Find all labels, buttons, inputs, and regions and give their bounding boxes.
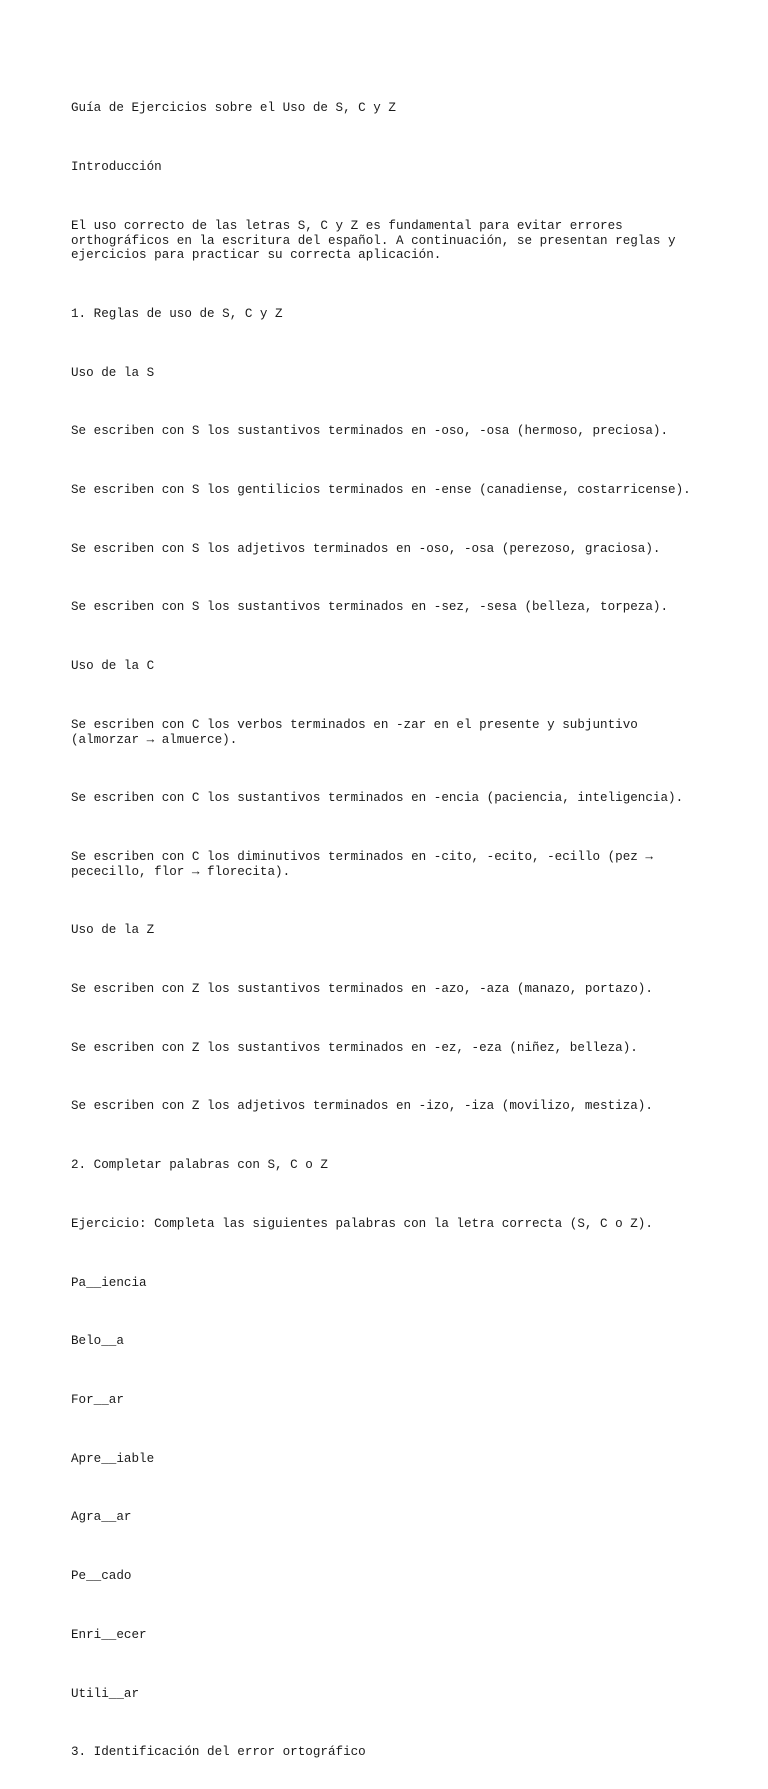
rule-c-2: Se escriben con C los sustantivos terminados en -encia (paciencia, inteligencia).	[71, 791, 684, 806]
subheading-uso-z: Uso de la Z	[71, 923, 155, 938]
document-title: Guía de Ejercicios sobre el Uso de S, C y Z	[71, 101, 396, 116]
exercise-instruction: Ejercicio: Completa las siguientes palabras con la letra correcta (S, C o Z).	[71, 1216, 653, 1231]
intro-paragraph: El uso correcto de las letras S, C y Z es fundamental para evitar errores orthográficos en la escritura del español. A continuación, se presentan reglas y ejercicios para practicar su correcta aplicación.	[71, 218, 676, 263]
rule-c-1: Se escriben con C los verbos terminados en -zar en el presente y subjuntivo (almorzar → almuerce).	[71, 717, 638, 747]
rule-s-1: Se escriben con S los sustantivos terminados en -oso, -osa (hermoso, preciosa).	[71, 424, 669, 439]
exercise-word: Pe__cado	[71, 1569, 132, 1584]
section-heading-introduccion: Introducción	[71, 160, 162, 175]
exercise-word: Utili__ar	[71, 1686, 140, 1701]
rule-s-4: Se escriben con S los sustantivos terminados en -sez, -sesa (belleza, torpeza).	[71, 600, 669, 615]
subheading-uso-c: Uso de la C	[71, 659, 155, 674]
rule-s-3: Se escriben con S los adjetivos terminados en -oso, -osa (perezoso, graciosa).	[71, 541, 661, 556]
rule-z-2: Se escriben con Z los sustantivos terminados en -ez, -eza (niñez, belleza).	[71, 1040, 638, 1055]
exercise-word: For__ar	[71, 1392, 124, 1407]
section-heading-reglas: 1. Reglas de uso de S, C y Z	[71, 306, 283, 321]
rule-s-2: Se escriben con S los gentilicios terminados en -ense (canadiense, costarricense).	[71, 483, 691, 498]
exercise-word: Apre__iable	[71, 1451, 155, 1466]
section-heading-completar: 2. Completar palabras con S, C o Z	[71, 1158, 328, 1173]
exercise-word: Belo__a	[71, 1334, 124, 1349]
subheading-uso-s: Uso de la S	[71, 365, 155, 380]
section-heading-identificacion: 3. Identificación del error ortográfico	[71, 1745, 366, 1760]
document-page	[71, 72, 711, 1789]
exercise-word: Pa__iencia	[71, 1275, 147, 1290]
exercise-word: Enri__ecer	[71, 1627, 147, 1642]
rule-z-3: Se escriben con Z los adjetivos terminados en -izo, -iza (movilizo, mestiza).	[71, 1099, 653, 1114]
rule-z-1: Se escriben con Z los sustantivos terminados en -azo, -aza (manazo, portazo).	[71, 982, 653, 997]
exercise-word: Agra__ar	[71, 1510, 132, 1525]
rule-c-3: Se escriben con C los diminutivos terminados en -cito, -ecito, -ecillo (pez → pececillo, flor → florecita).	[71, 849, 653, 879]
